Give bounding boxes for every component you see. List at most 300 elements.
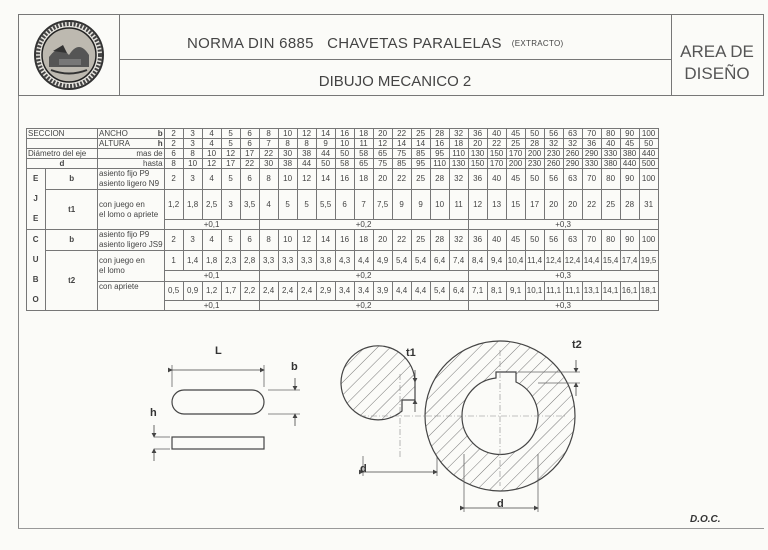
hasta-value: 440 (620, 159, 639, 169)
d-symbol: d (59, 159, 65, 168)
hasta-value: 110 (430, 159, 449, 169)
cubo-t2-juego-value: 11,4 (525, 251, 544, 271)
cubo-t2-juego-value: 10,4 (506, 251, 525, 271)
cubo-t2-apriete-value: 10,1 (525, 281, 544, 301)
eje-t1-value: 2,5 (202, 190, 221, 220)
altura-label-text: ALTURA (99, 139, 130, 148)
mas-de-value: 22 (259, 149, 278, 159)
eje-t1-value: 15 (506, 190, 525, 220)
altura-value: 12 (373, 139, 392, 149)
ancho-value: 90 (620, 129, 639, 139)
eje-t1-value: 20 (544, 190, 563, 220)
hub-section (425, 341, 580, 512)
cubo-t2-juego-value: 1,4 (183, 251, 202, 271)
logo-cell (19, 15, 120, 95)
ancho-value: 5 (221, 129, 240, 139)
key-top-view (172, 365, 300, 426)
ancho-value: 16 (335, 129, 354, 139)
mas-de-value: 200 (525, 149, 544, 159)
ancho-value: 56 (544, 129, 563, 139)
hasta-value: 95 (411, 159, 430, 169)
eje-b-value: 6 (240, 169, 259, 190)
altura-value: 5 (221, 139, 240, 149)
main-title (187, 35, 564, 52)
altura-value: 40 (601, 139, 620, 149)
mas-de-value: 130 (468, 149, 487, 159)
eje-t1-value: 17 (525, 190, 544, 220)
ancho-value: 20 (373, 129, 392, 139)
eje-b-value: 5 (221, 169, 240, 190)
cubo-t2-juego-value: 6,4 (430, 251, 449, 271)
dim-t1: t1 (406, 347, 416, 359)
title-block (18, 14, 764, 96)
diametro-symbol (27, 159, 98, 169)
eje-t1-value: 5 (297, 190, 316, 220)
key-side-view (154, 425, 264, 461)
cubo-t2-apriete-value: 0,5 (164, 281, 183, 301)
cubo-t2-juego-value: 5,4 (411, 251, 430, 271)
altura-value: 32 (563, 139, 582, 149)
ancho-value: 14 (316, 129, 335, 139)
eje-t1-value: 1,8 (183, 190, 202, 220)
eje-b-value: 18 (354, 169, 373, 190)
cubo-b-label-2: asiento ligero JS9 (99, 240, 163, 249)
cubo-b-value: 70 (582, 230, 601, 251)
mas-de-value: 50 (335, 149, 354, 159)
row-altura (27, 139, 659, 149)
cubo-t2-apriete-value: 2,4 (278, 281, 297, 301)
cubo-t2-apriete-value: 3,9 (373, 281, 392, 301)
altura-value: 18 (449, 139, 468, 149)
cubo-t2-juego-value: 17,4 (620, 251, 639, 271)
cubo-b-value: 10 (278, 230, 297, 251)
mas-de-value: 58 (354, 149, 373, 159)
cubo-t2-apriete-value: 18,1 (639, 281, 658, 301)
altura-value: 11 (354, 139, 373, 149)
eje-b-value: 3 (183, 169, 202, 190)
cubo-tolerance: +0,2 (259, 301, 468, 311)
eje-tolerance: +0,3 (468, 220, 658, 230)
altura-value: 9 (316, 139, 335, 149)
altura-value: 8 (278, 139, 297, 149)
altura-value: 14 (392, 139, 411, 149)
cubo-b-value: 14 (316, 230, 335, 251)
eje-t1-value: 22 (582, 190, 601, 220)
mas-de-value: 75 (392, 149, 411, 159)
t2-symbol-cell (46, 251, 98, 311)
eje-t1-value: 25 (601, 190, 620, 220)
title-top-row (119, 15, 671, 60)
cubo-b-value: 100 (639, 230, 658, 251)
eje-b-value: 22 (392, 169, 411, 190)
cubo-b-value: 12 (297, 230, 316, 251)
cubo-t2-apriete-value: 13,1 (582, 281, 601, 301)
eje-b-value: 36 (468, 169, 487, 190)
mas-de-value: 44 (316, 149, 335, 159)
eje-t1-value: 5,5 (316, 190, 335, 220)
mas-de-value: 95 (430, 149, 449, 159)
ancho-value: 2 (164, 129, 183, 139)
hasta-value: 30 (259, 159, 278, 169)
eje-b-value: 70 (582, 169, 601, 190)
cubo-b-value: 56 (544, 230, 563, 251)
ancho-label-text: ANCHO (99, 129, 128, 138)
eje-t1-value: 28 (620, 190, 639, 220)
cubo-t2-juego-value: 14,4 (582, 251, 601, 271)
hasta-value: 170 (487, 159, 506, 169)
altura-value: 7 (259, 139, 278, 149)
cubo-tolerance: +0,3 (468, 271, 658, 282)
cubo-juego-label-2: el lomo (99, 265, 125, 275)
eje-b-value: 20 (373, 169, 392, 190)
cubo-b-value: 32 (449, 230, 468, 251)
cubo-b-value: 3 (183, 230, 202, 251)
university-seal-icon (19, 15, 119, 95)
mas-de-value: 6 (164, 149, 183, 159)
cubo-t2-apriete-value: 4,4 (392, 281, 411, 301)
eje-tolerance: +0,1 (164, 220, 259, 230)
hasta-value: 85 (392, 159, 411, 169)
cubo-b-label (98, 230, 165, 251)
hasta-value: 260 (544, 159, 563, 169)
seccion-label: SECCION (27, 129, 98, 139)
ancho-symbol: b (157, 129, 163, 138)
cubo-juego-label (98, 251, 165, 282)
cubo-b-value: 45 (506, 230, 525, 251)
cubo-b-value: 90 (620, 230, 639, 251)
cubo-b-value: 28 (430, 230, 449, 251)
eje-t1-value: 13 (487, 190, 506, 220)
eje-b-value: 32 (449, 169, 468, 190)
ancho-value: 100 (639, 129, 658, 139)
hasta-value: 150 (468, 159, 487, 169)
ancho-value: 40 (487, 129, 506, 139)
cubo-t2-juego-value: 7,4 (449, 251, 468, 271)
ancho-value: 70 (582, 129, 601, 139)
hasta-value: 17 (221, 159, 240, 169)
mas-de-value: 290 (582, 149, 601, 159)
row-cubo-juego (27, 251, 659, 271)
hasta-value: 75 (373, 159, 392, 169)
cubo-b-value: 20 (373, 230, 392, 251)
cubo-t2-juego-value: 2,3 (221, 251, 240, 271)
eje-b-label (98, 169, 165, 190)
eje-t1-label-2: el lomo o apriete (99, 209, 159, 219)
eje-b-label-2: asiento ligero N9 (99, 179, 160, 188)
hasta-value: 230 (525, 159, 544, 169)
cubo-b-value: 18 (354, 230, 373, 251)
hasta-value: 10 (183, 159, 202, 169)
mas-de-value: 330 (601, 149, 620, 159)
altura-value: 14 (411, 139, 430, 149)
cubo-t2-apriete-value: 2,2 (240, 281, 259, 301)
ancho-label (98, 129, 165, 139)
row-eje-t1 (27, 190, 659, 220)
dim-t2: t2 (572, 339, 582, 351)
ancho-value: 45 (506, 129, 525, 139)
hasta-value: 330 (582, 159, 601, 169)
cubo-t2-juego-value: 5,4 (392, 251, 411, 271)
title-cell (119, 15, 672, 95)
row-mas-de (27, 149, 659, 159)
altura-value: 4 (202, 139, 221, 149)
ancho-value: 3 (183, 129, 202, 139)
eje-b-value: 40 (487, 169, 506, 190)
cubo-t2-juego-value: 4,3 (335, 251, 354, 271)
area-cell (671, 15, 765, 95)
cubo-b-value: 80 (601, 230, 620, 251)
hasta-value: 65 (354, 159, 373, 169)
cubo-t2-apriete-value: 14,1 (601, 281, 620, 301)
hasta-value: 380 (601, 159, 620, 169)
cubo-b-symbol (46, 230, 98, 251)
cubo-b-value: 36 (468, 230, 487, 251)
eje-t1-value: 11 (449, 190, 468, 220)
mas-de-value: 170 (506, 149, 525, 159)
altura-value: 10 (335, 139, 354, 149)
eje-b-value: 8 (259, 169, 278, 190)
mas-de-value: 12 (221, 149, 240, 159)
main-title-text: NORMA DIN 6885 CHAVETAS PARALELAS (187, 35, 502, 52)
mas-de-value: 38 (297, 149, 316, 159)
empty-cell (27, 139, 98, 149)
b-symbol: b (69, 174, 75, 183)
eje-b-value: 80 (601, 169, 620, 190)
eje-t1-value: 5 (278, 190, 297, 220)
row-cubo-apriete (27, 281, 659, 301)
eje-b-value: 63 (563, 169, 582, 190)
dim-L: L (215, 345, 222, 357)
cubo-tolerance: +0,2 (259, 271, 468, 282)
mas-de-value: 17 (240, 149, 259, 159)
eje-b-value: 25 (411, 169, 430, 190)
ancho-value: 22 (392, 129, 411, 139)
eje-b-value: 56 (544, 169, 563, 190)
eje-t1-value: 31 (639, 190, 658, 220)
cubo-t2-apriete-value: 1,2 (202, 281, 221, 301)
dim-d-hub: d (497, 498, 504, 510)
b-symbol: b (69, 235, 75, 244)
mas-de-value: 230 (544, 149, 563, 159)
mas-de-value: 65 (373, 149, 392, 159)
t2-symbol: t2 (68, 276, 76, 285)
eje-t1-value: 6 (335, 190, 354, 220)
cubo-t2-juego-value: 1,8 (202, 251, 221, 271)
cubo-tolerance: +0,3 (468, 301, 658, 311)
eje-label: E J E (27, 169, 46, 230)
eje-t1-value: 1,2 (164, 190, 183, 220)
ancho-value: 25 (411, 129, 430, 139)
dim-b: b (291, 361, 298, 373)
eje-t1-value: 4 (259, 190, 278, 220)
t1-symbol: t1 (68, 204, 76, 214)
mas-de-value: 10 (202, 149, 221, 159)
cubo-label: C U B O (27, 230, 46, 311)
cubo-t2-juego-value: 4,9 (373, 251, 392, 271)
cubo-t2-apriete-value: 2,4 (297, 281, 316, 301)
hasta-value: 12 (202, 159, 221, 169)
cubo-t2-juego-value: 12,4 (544, 251, 563, 271)
eje-b-value: 4 (202, 169, 221, 190)
cubo-t2-juego-value: 2,8 (240, 251, 259, 271)
row-eje-b (27, 169, 659, 190)
cubo-t2-juego-value: 15,4 (601, 251, 620, 271)
eje-b-value: 2 (164, 169, 183, 190)
cubo-b-value: 63 (563, 230, 582, 251)
subtitle: DIBUJO MECANICO 2 (318, 73, 472, 90)
ancho-value: 28 (430, 129, 449, 139)
cubo-t2-juego-value: 12,4 (563, 251, 582, 271)
hasta-value: 130 (449, 159, 468, 169)
cubo-t2-apriete-value: 8,1 (487, 281, 506, 301)
eje-t1-value: 7 (354, 190, 373, 220)
row-hasta (27, 159, 659, 169)
cubo-b-value: 50 (525, 230, 544, 251)
diametro-label: Diámetro del eje (27, 149, 98, 159)
cubo-b-label-1: asiento fijo P9 (99, 230, 150, 239)
cubo-t2-apriete-value: 16,1 (620, 281, 639, 301)
eje-t1-value: 7,5 (373, 190, 392, 220)
eje-t1-value: 3 (221, 190, 240, 220)
cubo-t2-apriete-value: 6,4 (449, 281, 468, 301)
cubo-t2-apriete-value: 2,4 (259, 281, 278, 301)
eje-b-label-1: asiento fijo P9 (99, 169, 150, 178)
cubo-t2-apriete-value: 11,1 (544, 281, 563, 301)
cubo-apriete-label: con apriete (98, 281, 165, 311)
hasta-value: 200 (506, 159, 525, 169)
altura-value: 2 (164, 139, 183, 149)
cubo-juego-label-1: con juego en (99, 255, 145, 265)
mas-de-value: 380 (620, 149, 639, 159)
cubo-t2-juego-value: 3,8 (316, 251, 335, 271)
eje-b-value: 12 (297, 169, 316, 190)
altura-value: 45 (620, 139, 639, 149)
eje-b-value: 14 (316, 169, 335, 190)
altura-value: 25 (506, 139, 525, 149)
mas-de-value: 85 (411, 149, 430, 159)
cubo-t2-juego-value: 3,3 (278, 251, 297, 271)
cubo-tolerance: +0,1 (164, 271, 259, 282)
eje-t1-value: 9 (411, 190, 430, 220)
hasta-label: hasta (98, 159, 165, 169)
eje-t1-value: 9 (392, 190, 411, 220)
mas-de-value: 150 (487, 149, 506, 159)
ancho-value: 8 (259, 129, 278, 139)
altura-value: 16 (430, 139, 449, 149)
eje-b-value: 16 (335, 169, 354, 190)
hasta-value: 290 (563, 159, 582, 169)
cubo-t2-apriete-value: 1,7 (221, 281, 240, 301)
area-line1: AREA DE (680, 42, 754, 61)
ancho-value: 80 (601, 129, 620, 139)
altura-value: 3 (183, 139, 202, 149)
mas-de-value: 110 (449, 149, 468, 159)
hasta-value: 500 (639, 159, 658, 169)
eje-b-value: 28 (430, 169, 449, 190)
altura-value: 32 (544, 139, 563, 149)
mas-de-label: mas de (98, 149, 165, 159)
eje-t1-value: 10 (430, 190, 449, 220)
mas-de-value: 440 (639, 149, 658, 159)
area-line2: DISEÑO (684, 64, 750, 83)
eje-t1-value: 20 (563, 190, 582, 220)
mas-de-value: 260 (563, 149, 582, 159)
cubo-t2-juego-value: 4,4 (354, 251, 373, 271)
mas-de-value: 30 (278, 149, 297, 159)
dim-h: h (150, 407, 157, 419)
hasta-value: 8 (164, 159, 183, 169)
ancho-value: 6 (240, 129, 259, 139)
eje-t1-value: 12 (468, 190, 487, 220)
ancho-value: 32 (449, 129, 468, 139)
altura-value: 20 (468, 139, 487, 149)
eje-b-value: 50 (525, 169, 544, 190)
altura-value: 6 (240, 139, 259, 149)
cubo-t2-apriete-value: 11,1 (563, 281, 582, 301)
cubo-t2-juego-value: 19,5 (639, 251, 658, 271)
altura-value: 22 (487, 139, 506, 149)
eje-t1-label-1: con juego en (99, 199, 145, 209)
title-note: (EXTRACTO) (511, 39, 564, 48)
cubo-b-value: 2 (164, 230, 183, 251)
eje-tolerance: +0,2 (259, 220, 468, 230)
eje-t1-label (98, 190, 165, 230)
altura-value: 8 (297, 139, 316, 149)
cubo-t2-juego-value: 3,3 (297, 251, 316, 271)
t1-symbol-cell (46, 190, 98, 230)
cubo-t2-juego-value: 3,3 (259, 251, 278, 271)
row-cubo-b (27, 230, 659, 251)
cubo-t2-juego-value: 8,4 (468, 251, 487, 271)
cubo-tolerance: +0,1 (164, 301, 259, 311)
cubo-b-value: 8 (259, 230, 278, 251)
cubo-t2-juego-value: 9,4 (487, 251, 506, 271)
altura-value: 36 (582, 139, 601, 149)
cubo-b-value: 22 (392, 230, 411, 251)
hasta-value: 38 (278, 159, 297, 169)
dim-d-shaft: d (360, 463, 367, 475)
ancho-value: 10 (278, 129, 297, 139)
keyway-drawings (140, 330, 640, 520)
cubo-b-value: 16 (335, 230, 354, 251)
ancho-value: 63 (563, 129, 582, 139)
ancho-value: 18 (354, 129, 373, 139)
altura-value: 50 (639, 139, 658, 149)
cubo-t2-apriete-value: 3,4 (354, 281, 373, 301)
eje-b-value: 90 (620, 169, 639, 190)
altura-value: 28 (525, 139, 544, 149)
mas-de-value: 8 (183, 149, 202, 159)
hasta-value: 22 (240, 159, 259, 169)
cubo-t2-apriete-value: 0,9 (183, 281, 202, 301)
ancho-value: 50 (525, 129, 544, 139)
bottom-rule (18, 528, 764, 529)
cubo-b-value: 4 (202, 230, 221, 251)
cubo-t2-apriete-value: 5,4 (430, 281, 449, 301)
cubo-t2-apriete-value: 3,4 (335, 281, 354, 301)
ancho-value: 4 (202, 129, 221, 139)
eje-b-value: 45 (506, 169, 525, 190)
cubo-t2-apriete-value: 4,4 (411, 281, 430, 301)
altura-label (98, 139, 165, 149)
eje-b-symbol (46, 169, 98, 190)
shaft-section (341, 346, 438, 476)
cubo-b-value: 5 (221, 230, 240, 251)
author-initials: D.O.C. (690, 514, 721, 525)
cubo-t2-apriete-value: 9,1 (506, 281, 525, 301)
din6885-table (26, 128, 659, 311)
ancho-value: 12 (297, 129, 316, 139)
